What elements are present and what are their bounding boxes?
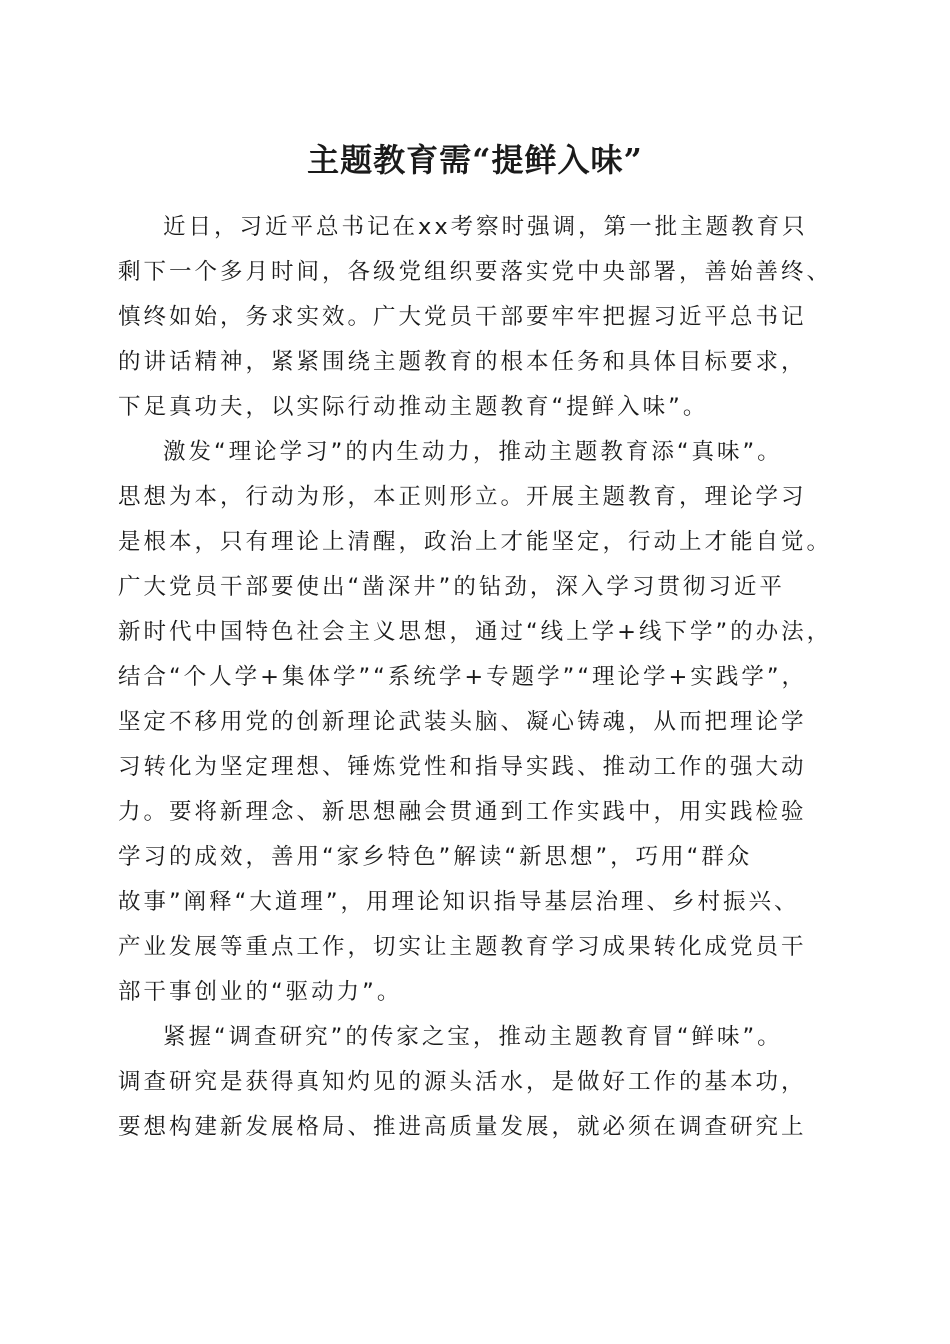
text-line: 坚定不移用党的创新理论武装头脑、凝心铸魂，从而把理论学 <box>118 709 807 735</box>
text-line: 结合“个人学+集体学”“系统学+专题学”“理论学+实践学”， <box>118 664 807 690</box>
text-line: 慎终如始，务求实效。广大党员干部要牢牢把握习近平总书记 <box>118 304 807 330</box>
text-line: 激发“理论学习”的内生动力，推动主题教育添“真味”。 <box>163 439 783 465</box>
document-body <box>118 205 840 1150</box>
text-line: 产业发展等重点工作，切实让主题教育学习成果转化成党员干 <box>118 934 807 960</box>
text-line: 剩下一个多月时间，各级党组织要落实党中央部署，善始善终、 <box>118 259 833 285</box>
text-line: 故事”阐释“大道理”，用理论知识指导基层治理、乡村振兴、 <box>118 889 800 915</box>
text-line: 的讲话精神，紧紧围绕主题教育的根本任务和具体目标要求， <box>118 349 807 375</box>
paragraph <box>118 205 840 430</box>
text-line: 新时代中国特色社会主义思想，通过“线上学+线下学”的办法， <box>118 619 833 645</box>
text-line: 要想构建新发展格局、推进高质量发展，就必须在调查研究上 <box>118 1114 807 1140</box>
text-line: 广大党员干部要使出“凿深井”的钻劲，深入学习贯彻习近平 <box>118 574 785 600</box>
document-title: 主题教育需“提鲜入味” <box>307 141 643 179</box>
text-line: 学习的成效，善用“家乡特色”解读“新思想”，巧用“群众 <box>118 844 753 870</box>
text-line: 思想为本，行动为形，本正则形立。开展主题教育，理论学习 <box>118 484 807 510</box>
text-line: 习转化为坚定理想、锤炼党性和指导实践、推动工作的强大动 <box>118 754 807 780</box>
text-line: 部干事创业的“驱动力”。 <box>118 979 403 1005</box>
text-line: 是根本，只有理论上清醒，政治上才能坚定，行动上才能自觉。 <box>118 529 833 555</box>
text-line: 近日，习近平总书记在xx考察时强调，第一批主题教育只 <box>163 214 808 240</box>
text-line: 调查研究是获得真知灼见的源头活水，是做好工作的基本功， <box>118 1069 807 1095</box>
paragraph <box>118 430 840 1015</box>
text-line: 下足真功夫，以实际行动推动主题教育“提鲜入味”。 <box>118 394 709 420</box>
text-line: 力。要将新理念、新思想融会贯通到工作实践中，用实践检验 <box>118 799 807 825</box>
text-line: 紧握“调查研究”的传家之宝，推动主题教育冒“鲜味”。 <box>163 1024 783 1050</box>
paragraph <box>118 1015 840 1150</box>
